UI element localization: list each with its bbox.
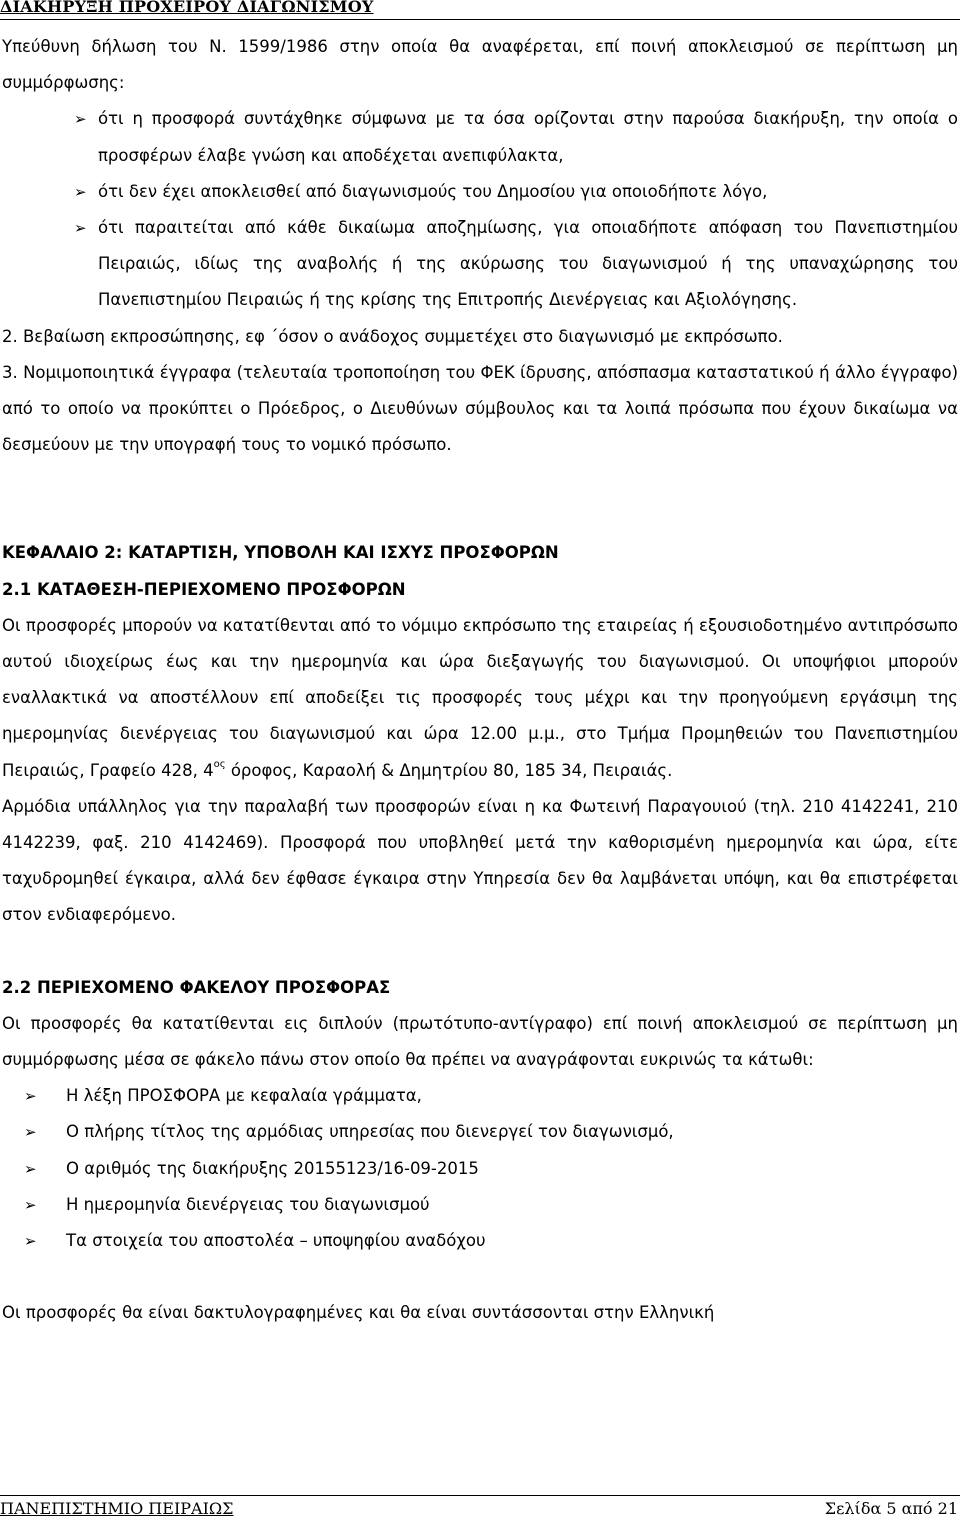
declaration-text: ότι παραιτείται από κάθε δικαίωμα αποζημίωσης, για οποιαδήποτε απόφαση του Πανεπιστημίου Πειραιώς, ιδίως της αναβολής ή της ακύρωσης του διαγωνισμού ή της υπαναχώρησης του Πανεπιστημίου Πειραιώς ή της κρίσης της Επιτροπής Διενέργειας και Αξιολόγησης. <box>98 218 958 310</box>
declaration-item <box>2 174 958 210</box>
arrow-bullet-icon: ➢ <box>74 219 87 238</box>
envelope-item <box>2 1151 958 1187</box>
section-2-2-paragraph: Οι προσφορές θα κατατίθενται εις διπλούν (πρωτότυπο-αντίγραφο) επί ποινή αποκλεισμού σε περίπτωση μη συμμόρφωσης μέσα σε φάκελο πάνω στον οποίο θα πρέπει να αναγράφονται ευκρινώς τα κάτωθι: <box>2 1013 958 1070</box>
document-body <box>2 29 958 1332</box>
envelope-item <box>2 1187 958 1223</box>
section-2-1-text-end: όροφος, Καραολή & Δημητρίου 80, 185 34, Πειραιάς. <box>225 760 673 780</box>
declaration-text: ότι δεν έχει αποκλεισθεί από διαγωνισμούς του Δημοσίου για οποιοδήποτε λόγο, <box>98 181 768 201</box>
arrow-bullet-icon: ➢ <box>24 1232 37 1251</box>
envelope-item <box>2 1114 958 1150</box>
arrow-bullet-icon: ➢ <box>24 1087 37 1106</box>
section-2-2-title: 2.2 ΠΕΡΙΕΧΟΜΕΝΟ ΦΑΚΕΛΟΥ ΠΡΟΣΦΟΡΑΣ <box>2 977 391 997</box>
ordinal-superscript: ος <box>213 758 226 770</box>
intro-paragraph: Υπεύθυνη δήλωση του Ν. 1599/1986 στην οποία θα αναφέρεται, επί ποινή αποκλεισμού σε περίπτωση μη συμμόρφωσης: <box>2 37 958 93</box>
envelope-item-text: Η λέξη ΠΡΟΣΦΟΡΑ με κεφαλαία γράμματα, <box>66 1086 422 1106</box>
arrow-bullet-icon: ➢ <box>74 182 87 201</box>
envelope-item <box>2 1078 958 1114</box>
envelope-item-text: Ο αριθμός της διακήρυξης 20155123/16-09-2015 <box>66 1158 479 1178</box>
envelope-item-text: Η ημερομηνία διενέργειας του διαγωνισμού <box>66 1194 430 1214</box>
spacer <box>2 934 958 970</box>
section-2-1-title: 2.1 ΚΑΤΑΘΕΣΗ-ΠΕΡΙΕΧΟΜΕΝΟ ΠΡΟΣΦΟΡΩΝ <box>2 579 406 599</box>
footer-page-number: Σελίδα 5 από 21 <box>824 1499 958 1518</box>
declaration-item <box>2 101 958 173</box>
envelope-item-text: Ο πλήρης τίτλος της αρμόδιας υπηρεσίας που διενεργεί τον διαγωνισμό, <box>66 1122 674 1142</box>
header-title: ΔΙΑΚΗΡΥΞΗ ΠΡΟΧΕΙΡΟΥ ΔΙΑΓΩΝΙΣΜΟΥ <box>0 0 374 16</box>
arrow-bullet-icon: ➢ <box>24 1123 37 1142</box>
arrow-bullet-icon: ➢ <box>24 1159 37 1178</box>
envelope-item-text: Τα στοιχεία του αποστολέα – υποψηφίου αναδόχου <box>66 1231 486 1251</box>
arrow-bullet-icon: ➢ <box>24 1195 37 1214</box>
page-footer <box>0 1495 960 1521</box>
section-2-1-paragraph-2: Αρμόδια υπάλληλος για την παραλαβή των προσφορών είναι η κα Φωτεινή Παραγουιού (τηλ. 210 4142241, 210 4142239, φαξ. 210 4142469). Προσφορά που υποβληθεί μετά την καθορισμένη ημερομηνία και ώρα, είτε ταχυδρομηθεί έγκαιρα, αλλά δεν έφθασε έγκαιρα στην Υπηρεσία δεν θα λαμβάνεται υπόψη, και θα επιστρέφεται στον ενδιαφερόμενο. <box>2 796 958 925</box>
chapter-title: ΚΕΦΑΛΑΙΟ 2: ΚΑΤΑΡΤΙΣΗ, ΥΠΟΒΟΛΗ ΚΑΙ ΙΣΧΥΣ ΠΡΟΣΦΟΡΩΝ <box>2 543 559 563</box>
declaration-item <box>2 210 958 319</box>
item-3-paragraph: 3. Νομιμοποιητικά έγγραφα (τελευταία τροποποίηση του ΦΕΚ ίδρυσης, απόσπασμα καταστατικού ή άλλο έγγραφο) από το οποίο να προκύπτει ο Πρόεδρος, ο Διευθύνων σύμβουλος και τα λοιπά πρόσωπα που έχουν δικαίωμα να δεσμεύουν με την υπογραφή τους το νομικό πρόσωπο. <box>2 362 958 455</box>
section-2-1-paragraph <box>2 608 958 789</box>
declaration-text: ότι η προσφορά συντάχθηκε σύμφωνα με τα όσα ορίζονται στην παρούσα διακήρυξη, την οποία ο προσφέρων έλαβε γνώση και αποδέχεται ανεπιφύλακτα, <box>98 109 958 165</box>
footer-university: ΠΑΝΕΠΙΣΤΗΜΙΟ ΠΕΙΡΑΙΩΣ <box>0 1499 234 1518</box>
page-header <box>0 0 960 20</box>
section-2-1-text: Οι προσφορές μπορούν να κατατίθενται από το νόμιμο εκπρόσωπο της εταιρείας ή εξουσιοδοτημένο αντιπρόσωπο αυτού ιδιοχείρως έως και την ημερομηνία και ώρα διεξαγωγής του διαγωνισμού. Οι υποψήφιοι μπορούν εναλλακτικά να αποστέλλουν επί αποδείξει τις προσφορές τους μέχρι και την προηγούμενη εργάσιμη της ημερομηνίας διενέργειας του διαγωνισμού και ώρα 12.00 μ.μ., στο Τμήμα Προμηθειών του Πανεπιστημίου Πειραιώς, Γραφείο 428, 4 <box>2 615 958 780</box>
spacer <box>2 463 958 535</box>
section-2-2-paragraph-2: Οι προσφορές θα είναι δακτυλογραφημένες και θα είναι συντάσσονται στην Ελληνική <box>2 1303 715 1323</box>
spacer <box>2 1259 958 1295</box>
envelope-item <box>2 1223 958 1259</box>
item-2-paragraph: 2. Βεβαίωση εκπροσώπησης, εφ ΄όσον ο ανάδοχος συμμετέχει στο διαγωνισμό με εκπρόσωπο. <box>2 326 783 346</box>
arrow-bullet-icon: ➢ <box>74 110 87 129</box>
